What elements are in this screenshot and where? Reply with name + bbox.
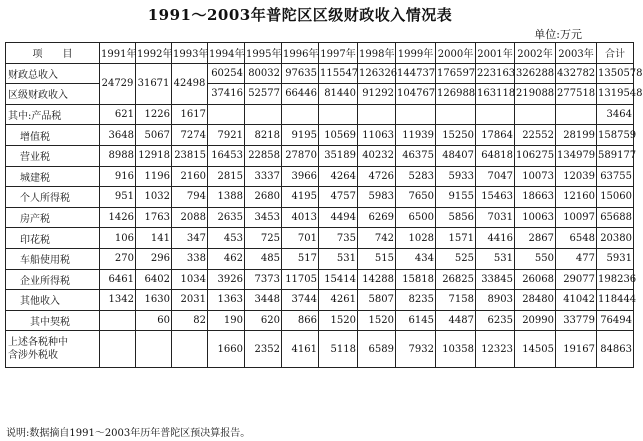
table-cell: 14288 — [358, 269, 396, 290]
table-cell: 63755 — [597, 166, 634, 187]
table-cell: 19167 — [556, 331, 597, 368]
table-cell: 28480 — [515, 290, 556, 311]
table-cell: 485 — [245, 248, 282, 269]
header-year: 2003年 — [556, 43, 597, 64]
table-cell: 347 — [172, 228, 208, 249]
table-cell: 5933 — [436, 166, 476, 187]
table-cell: 134979 — [556, 145, 597, 166]
row-label-line-2: 含涉外税收 — [8, 350, 58, 362]
table-cell: 1617 — [172, 104, 208, 125]
header-item: 项 目 — [6, 43, 100, 64]
table-row-vat — [6, 125, 634, 146]
table-cell: 432782 — [556, 63, 597, 84]
table-cell: 277518 — [556, 84, 597, 105]
table-cell: 115547 — [319, 63, 358, 84]
table-cell: 517 — [282, 248, 319, 269]
table-cell: 3337 — [245, 166, 282, 187]
row-label: 房产税 — [6, 207, 100, 228]
table-cell: 1319548 — [597, 84, 634, 105]
table-cell: 453 — [208, 228, 245, 249]
table-cell: 106 — [100, 228, 136, 249]
table-cell: 5067 — [136, 125, 172, 146]
table-cell: 4726 — [358, 166, 396, 187]
table-cell — [396, 104, 436, 125]
table-cell: 5983 — [358, 187, 396, 208]
table-cell: 6548 — [556, 228, 597, 249]
table-cell: 7274 — [172, 125, 208, 146]
table-row-vehicle-tax — [6, 248, 634, 269]
table-cell: 477 — [556, 248, 597, 269]
table-cell: 270 — [100, 248, 136, 269]
table-cell: 515 — [358, 248, 396, 269]
table-cell: 434 — [396, 248, 436, 269]
table-cell: 1660 — [208, 331, 245, 368]
table-cell: 1196 — [136, 166, 172, 187]
table-cell: 6461 — [100, 269, 136, 290]
table-cell: 65688 — [597, 207, 634, 228]
table-cell: 15463 — [476, 187, 515, 208]
table-cell: 60 — [136, 310, 172, 331]
table-cell: 27870 — [282, 145, 319, 166]
table-cell: 33779 — [556, 310, 597, 331]
table-cell: 1034 — [172, 269, 208, 290]
table-cell: 8218 — [245, 125, 282, 146]
row-label: 其中契税 — [6, 310, 100, 331]
table-cell: 735 — [319, 228, 358, 249]
row-label: 车船使用税 — [6, 248, 100, 269]
table-row-deed-tax — [6, 310, 634, 331]
table-cell: 531 — [319, 248, 358, 269]
row-label-line-1: 上述各税种中 — [8, 337, 68, 349]
table-cell: 1226 — [136, 104, 172, 125]
table-cell: 41042 — [556, 290, 597, 311]
table-cell: 7932 — [396, 331, 436, 368]
row-label: 企业所得税 — [6, 269, 100, 290]
table-cell: 28199 — [556, 125, 597, 146]
table-cell: 1028 — [396, 228, 436, 249]
table-cell: 326288 — [515, 63, 556, 84]
table-cell: 23815 — [172, 145, 208, 166]
table-row-other-income — [6, 290, 634, 311]
table-cell: 5283 — [396, 166, 436, 187]
table-cell: 6269 — [358, 207, 396, 228]
row-label: 区级财政收入 — [6, 84, 100, 105]
table-cell: 76494 — [597, 310, 634, 331]
table-cell: 24729 — [100, 63, 136, 104]
row-label: 印花税 — [6, 228, 100, 249]
table-cell: 163118 — [476, 84, 515, 105]
table-cell: 3966 — [282, 166, 319, 187]
table-cell: 82 — [172, 310, 208, 331]
row-label: 其中:产品税 — [6, 104, 100, 125]
header-year: 1997年 — [319, 43, 358, 64]
table-cell: 12918 — [136, 145, 172, 166]
table-cell: 3464 — [597, 104, 634, 125]
row-label — [6, 331, 100, 368]
table-cell: 126326 — [358, 63, 396, 84]
table-cell: 10358 — [436, 331, 476, 368]
header-year: 1999年 — [396, 43, 436, 64]
table-cell: 916 — [100, 166, 136, 187]
table-cell: 8235 — [396, 290, 436, 311]
table-cell: 1763 — [136, 207, 172, 228]
table-cell — [172, 331, 208, 368]
table-cell: 4494 — [319, 207, 358, 228]
table-cell: 15818 — [396, 269, 436, 290]
table-cell: 4261 — [319, 290, 358, 311]
table-cell: 15060 — [597, 187, 634, 208]
table-cell: 26068 — [515, 269, 556, 290]
header-total: 合计 — [597, 43, 634, 64]
table-row-personal-income-tax — [6, 187, 634, 208]
table-cell: 31671 — [136, 63, 172, 104]
table-cell: 3926 — [208, 269, 245, 290]
table-row-property-tax — [6, 207, 634, 228]
table-cell: 1630 — [136, 290, 172, 311]
table-cell: 17864 — [476, 125, 515, 146]
header-year: 2001年 — [476, 43, 515, 64]
table-cell: 7158 — [436, 290, 476, 311]
table-cell: 1342 — [100, 290, 136, 311]
table-cell: 2635 — [208, 207, 245, 228]
page-title: 1991～2003年普陀区区级财政收入情况表 — [147, 6, 453, 24]
table-cell: 11063 — [358, 125, 396, 146]
table-cell: 1032 — [136, 187, 172, 208]
table-cell — [100, 331, 136, 368]
table-cell: 4487 — [436, 310, 476, 331]
table-cell: 223163 — [476, 63, 515, 84]
table-cell: 462 — [208, 248, 245, 269]
table-cell: 10569 — [319, 125, 358, 146]
table-cell: 81440 — [319, 84, 358, 105]
table-cell: 6145 — [396, 310, 436, 331]
table-cell: 11939 — [396, 125, 436, 146]
row-label: 其他收入 — [6, 290, 100, 311]
table-cell — [100, 310, 136, 331]
row-label: 财政总收入 — [6, 63, 100, 84]
table-cell: 951 — [100, 187, 136, 208]
table-cell: 35189 — [319, 145, 358, 166]
row-label: 增值税 — [6, 125, 100, 146]
table-cell: 3648 — [100, 125, 136, 146]
table-cell: 4195 — [282, 187, 319, 208]
table-cell: 296 — [136, 248, 172, 269]
table-cell: 104767 — [396, 84, 436, 105]
header-year: 1995年 — [245, 43, 282, 64]
table-cell: 48407 — [436, 145, 476, 166]
row-label: 城建税 — [6, 166, 100, 187]
header-year: 1996年 — [282, 43, 319, 64]
table-cell: 2352 — [245, 331, 282, 368]
table-cell: 10063 — [515, 207, 556, 228]
table-header-row — [6, 43, 634, 64]
table-cell: 3744 — [282, 290, 319, 311]
table-cell: 10073 — [515, 166, 556, 187]
table-cell: 2815 — [208, 166, 245, 187]
table-cell: 126988 — [436, 84, 476, 105]
table-cell: 9195 — [282, 125, 319, 146]
table-cell: 4161 — [282, 331, 319, 368]
table-cell — [436, 104, 476, 125]
table-cell: 794 — [172, 187, 208, 208]
header-year: 2002年 — [515, 43, 556, 64]
table-cell: 1350578 — [597, 63, 634, 84]
table-cell: 1520 — [319, 310, 358, 331]
table-cell: 7031 — [476, 207, 515, 228]
table-cell: 8903 — [476, 290, 515, 311]
table-cell: 22552 — [515, 125, 556, 146]
table-row-product-tax — [6, 104, 634, 125]
table-cell: 20990 — [515, 310, 556, 331]
table-cell: 42498 — [172, 63, 208, 104]
table-cell: 176597 — [436, 63, 476, 84]
table-cell: 5118 — [319, 331, 358, 368]
table-cell: 1571 — [436, 228, 476, 249]
header-year: 1998年 — [358, 43, 396, 64]
table-cell: 2088 — [172, 207, 208, 228]
table-row-foreign-tax — [6, 331, 634, 368]
table-cell: 5931 — [597, 248, 634, 269]
table-cell: 6402 — [136, 269, 172, 290]
revenue-table — [5, 42, 643, 368]
table-cell: 37416 — [208, 84, 245, 105]
table-cell: 2680 — [245, 187, 282, 208]
table-cell: 7047 — [476, 166, 515, 187]
table-cell: 3448 — [245, 290, 282, 311]
table-cell: 4757 — [319, 187, 358, 208]
table-cell: 80032 — [245, 63, 282, 84]
table-row-city-tax — [6, 166, 634, 187]
table-cell: 701 — [282, 228, 319, 249]
table-cell: 15414 — [319, 269, 358, 290]
table-cell: 118444 — [597, 290, 634, 311]
table-row-enterprise-income-tax — [6, 269, 634, 290]
table-cell — [319, 104, 358, 125]
table-cell: 91292 — [358, 84, 396, 105]
table-cell: 106275 — [515, 145, 556, 166]
table-cell: 22858 — [245, 145, 282, 166]
table-cell: 10097 — [556, 207, 597, 228]
header-year: 2000年 — [436, 43, 476, 64]
table-cell: 1520 — [358, 310, 396, 331]
header-year: 1993年 — [172, 43, 208, 64]
table-cell: 18663 — [515, 187, 556, 208]
table-cell: 144737 — [396, 63, 436, 84]
table-cell: 6589 — [358, 331, 396, 368]
header-year: 1994年 — [208, 43, 245, 64]
table-cell: 1388 — [208, 187, 245, 208]
table-cell: 29077 — [556, 269, 597, 290]
table-cell: 141 — [136, 228, 172, 249]
table-cell: 11705 — [282, 269, 319, 290]
table-cell: 620 — [245, 310, 282, 331]
table-cell: 621 — [100, 104, 136, 125]
table-cell: 2867 — [515, 228, 556, 249]
table-cell: 3453 — [245, 207, 282, 228]
table-cell: 40232 — [358, 145, 396, 166]
unit-label: 单位:万元 — [534, 28, 582, 41]
table-cell: 20380 — [597, 228, 634, 249]
table-cell: 26825 — [436, 269, 476, 290]
table-cell: 5807 — [358, 290, 396, 311]
table-cell: 8988 — [100, 145, 136, 166]
table-row-stamp-tax — [6, 228, 634, 249]
table-cell: 7921 — [208, 125, 245, 146]
table-cell — [476, 104, 515, 125]
table-cell: 6235 — [476, 310, 515, 331]
table-cell: 12039 — [556, 166, 597, 187]
table-cell: 12160 — [556, 187, 597, 208]
table-cell — [208, 104, 245, 125]
table-cell: 198236 — [597, 269, 634, 290]
table-cell: 742 — [358, 228, 396, 249]
table-cell — [136, 331, 172, 368]
table-cell: 60254 — [208, 63, 245, 84]
table-cell: 1363 — [208, 290, 245, 311]
footnote: 说明:数据摘自1991～2003年历年普陀区预决算报告。 — [6, 428, 251, 439]
table-cell: 7373 — [245, 269, 282, 290]
table-cell: 64818 — [476, 145, 515, 166]
table-cell — [282, 104, 319, 125]
table-cell: 84863 — [597, 331, 634, 368]
table-cell: 4416 — [476, 228, 515, 249]
table-cell: 15250 — [436, 125, 476, 146]
table-cell: 550 — [515, 248, 556, 269]
table-cell: 190 — [208, 310, 245, 331]
table-cell: 525 — [436, 248, 476, 269]
table-cell: 6500 — [396, 207, 436, 228]
table-cell — [556, 104, 597, 125]
header-year: 1992年 — [136, 43, 172, 64]
table-cell: 66446 — [282, 84, 319, 105]
table-cell: 158759 — [597, 125, 634, 146]
table-cell: 16453 — [208, 145, 245, 166]
table-cell: 7650 — [396, 187, 436, 208]
table-cell: 4013 — [282, 207, 319, 228]
table-cell: 46375 — [396, 145, 436, 166]
table-cell: 33845 — [476, 269, 515, 290]
table-cell: 531 — [476, 248, 515, 269]
table-cell: 1426 — [100, 207, 136, 228]
table-cell — [515, 104, 556, 125]
table-cell: 725 — [245, 228, 282, 249]
table-cell: 866 — [282, 310, 319, 331]
table-cell: 9155 — [436, 187, 476, 208]
table-row-fiscal-total — [6, 63, 634, 84]
table-cell: 589177 — [597, 145, 634, 166]
table-cell: 219088 — [515, 84, 556, 105]
table-cell: 97635 — [282, 63, 319, 84]
table-cell: 2160 — [172, 166, 208, 187]
table-cell: 52577 — [245, 84, 282, 105]
header-year: 1991年 — [100, 43, 136, 64]
table-cell — [358, 104, 396, 125]
table-cell: 2031 — [172, 290, 208, 311]
table-cell: 4264 — [319, 166, 358, 187]
row-label: 营业税 — [6, 145, 100, 166]
table-cell — [245, 104, 282, 125]
table-cell: 12323 — [476, 331, 515, 368]
row-label: 个人所得税 — [6, 187, 100, 208]
table-cell: 5856 — [436, 207, 476, 228]
table-cell: 14505 — [515, 331, 556, 368]
table-cell: 338 — [172, 248, 208, 269]
table-row-business-tax — [6, 145, 634, 166]
